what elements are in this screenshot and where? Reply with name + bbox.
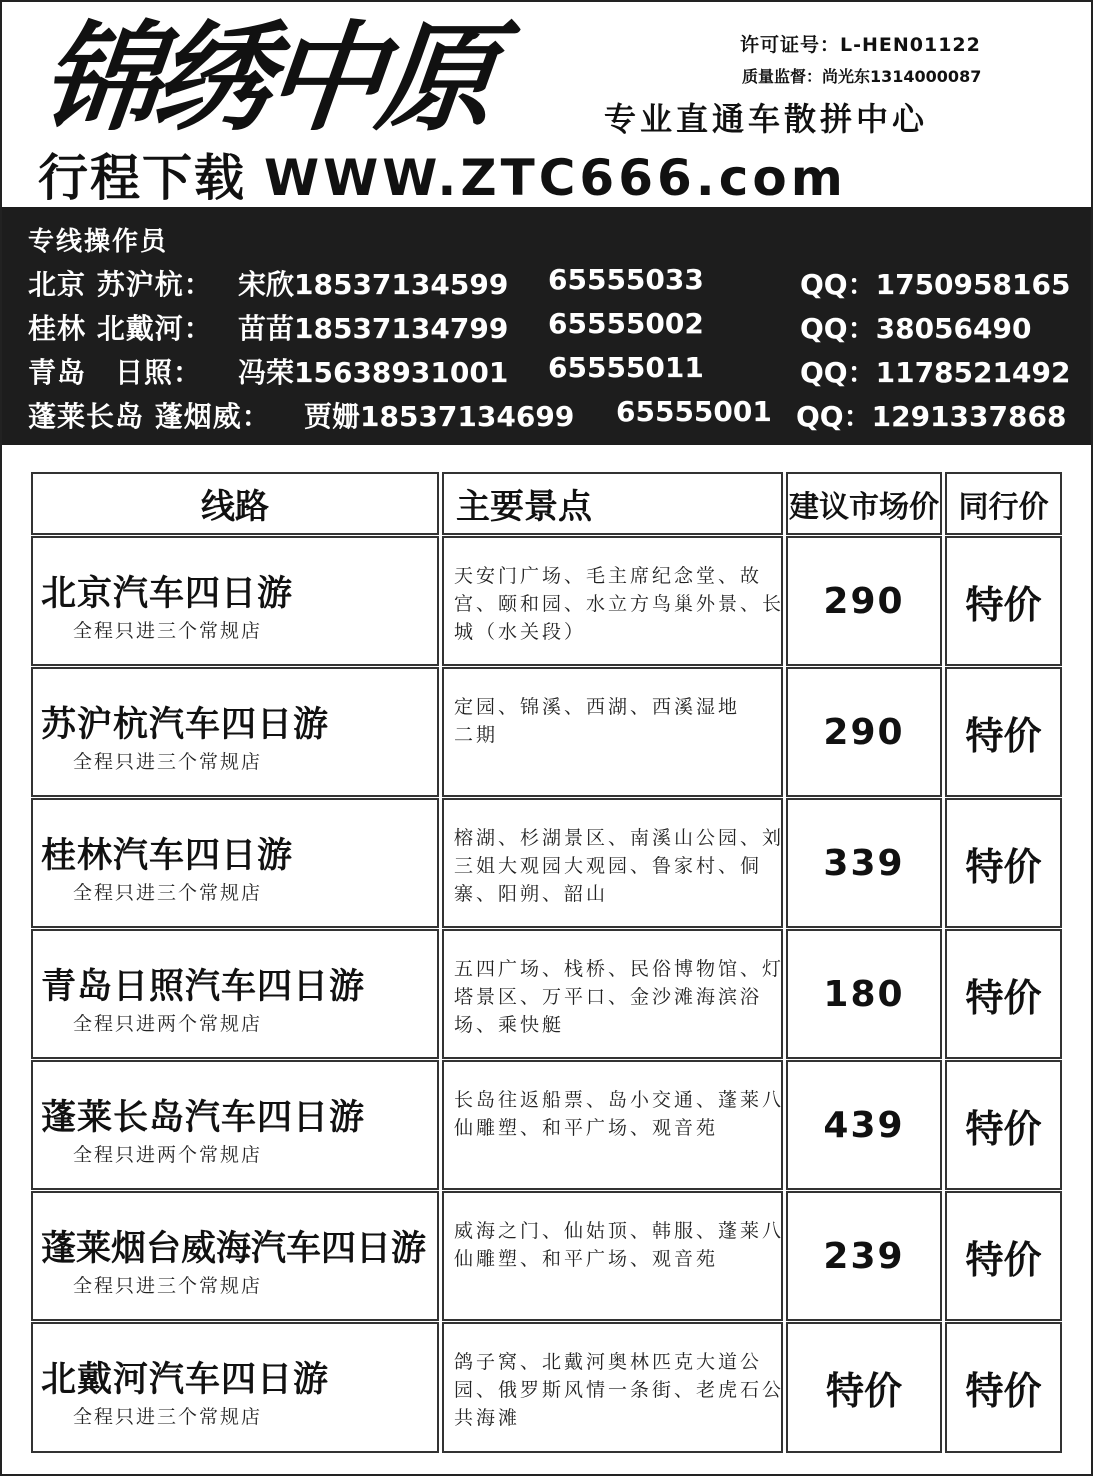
route-note: 全程只进三个常规店 (73, 1406, 263, 1428)
route-name: 北戴河汽车四日游 (41, 1360, 330, 1400)
itinerary-download (38, 148, 847, 208)
peer-price: 特价 (965, 975, 1042, 1020)
market-price-cell (786, 798, 942, 928)
market-price-cell (786, 667, 942, 797)
sights-text: 榕湖、杉湖景区、南溪山公园、刘三姐大观园大观园、鲁家村、侗寨、阳朔、韶山 (454, 827, 785, 905)
peer-price-cell (945, 798, 1062, 928)
peer-price: 特价 (965, 713, 1042, 758)
route-cell (31, 929, 439, 1059)
operator-name-phone: 贾姗18537134699 (304, 400, 575, 433)
market-price: 特价 (825, 1369, 902, 1413)
market-price-cell (786, 1322, 942, 1453)
header-sights: 主要景点 (442, 472, 783, 535)
peer-price: 特价 (965, 1237, 1042, 1282)
header-peer-price: 同行价 (945, 472, 1062, 535)
sights-cell (442, 1191, 783, 1321)
peer-price-cell (945, 667, 1062, 797)
route-name: 青岛日照汽车四日游 (41, 967, 366, 1007)
operator-tel: 65555002 (548, 307, 704, 340)
download-label: 行程下载 (38, 149, 246, 207)
sights-cell (442, 798, 783, 928)
tagline: 专业直通车散拼中心 (604, 100, 929, 138)
sights-cell (442, 1322, 783, 1453)
route-name: 苏沪杭汽车四日游 (41, 705, 330, 745)
quality-supervisor: 质量监督：尚光东1314000087 (742, 67, 982, 86)
route-name: 蓬莱长岛汽车四日游 (41, 1098, 366, 1138)
operators-title: 专线操作员 (28, 227, 169, 257)
route-note: 全程只进三个常规店 (73, 882, 263, 904)
route-note: 全程只进三个常规店 (73, 751, 263, 773)
header-market-price: 建议市场价 (786, 472, 942, 535)
operator-row (28, 263, 1078, 303)
market-price-cell (786, 1191, 942, 1321)
operator-row (28, 395, 1078, 435)
operator-qq: QQ：1291337868 (796, 400, 1067, 433)
operator-tel: 65555033 (548, 263, 704, 296)
sights-text: 威海之门、仙姑顶、韩服、蓬莱八仙雕塑、和平广场、观音苑 (454, 1220, 785, 1270)
operator-name-phone: 宋欣18537134599 (238, 268, 509, 301)
market-price: 290 (823, 580, 905, 622)
route-cell (31, 798, 439, 928)
download-url[interactable]: WWW.ZTC666.com (264, 149, 847, 207)
table-row (31, 1322, 1062, 1453)
operator-row (28, 351, 1078, 391)
operator-name-phone: 苗苗18537134799 (238, 312, 509, 345)
market-price-cell (786, 929, 942, 1059)
peer-price: 特价 (965, 1106, 1042, 1151)
operator-route: 青岛 日照： (28, 356, 203, 389)
table-row (31, 536, 1062, 666)
route-cell (31, 1191, 439, 1321)
market-price: 180 (823, 973, 905, 1015)
sights-cell (442, 929, 783, 1059)
route-note: 全程只进两个常规店 (73, 1144, 263, 1166)
route-cell (31, 667, 439, 797)
market-price: 439 (823, 1104, 905, 1146)
peer-price-cell (945, 536, 1062, 666)
sights-cell (442, 667, 783, 797)
route-name: 北京汽车四日游 (41, 574, 294, 614)
peer-price-cell (945, 1191, 1062, 1321)
sights-text: 五四广场、栈桥、民俗博物馆、灯塔景区、万平口、金沙滩海滨浴场、乘快艇 (454, 958, 785, 1036)
operator-route: 桂林 北戴河： (28, 312, 213, 345)
sights-text: 鸽子窝、北戴河奥林匹克大道公园、俄罗斯风情一条街、老虎石公共海滩 (454, 1351, 785, 1429)
table-row (31, 1191, 1062, 1321)
market-price-cell (786, 536, 942, 666)
route-note: 全程只进三个常规店 (73, 620, 263, 642)
market-price-cell (786, 1060, 942, 1190)
market-price: 339 (823, 842, 905, 884)
operator-qq: QQ：1750958165 (800, 268, 1071, 301)
peer-price-cell (945, 1322, 1062, 1453)
sights-text: 长岛往返船票、岛小交通、蓬莱八仙雕塑、和平广场、观音苑 (454, 1089, 785, 1139)
sights-cell (442, 1060, 783, 1190)
header-route: 线路 (31, 472, 439, 535)
operator-qq: QQ：38056490 (800, 312, 1032, 345)
operator-tel: 65555011 (548, 351, 704, 384)
operators-panel (2, 207, 1091, 445)
peer-price: 特价 (965, 582, 1042, 627)
route-note: 全程只进三个常规店 (73, 1275, 263, 1297)
operator-row (28, 307, 1078, 347)
brand-logo-text: 锦绣中原 (34, 8, 498, 147)
route-cell (31, 536, 439, 666)
sights-cell (442, 536, 783, 666)
route-note: 全程只进两个常规店 (73, 1013, 263, 1035)
operator-route: 北京 苏沪杭： (28, 268, 213, 301)
route-cell (31, 1322, 439, 1453)
table-row (31, 667, 1062, 797)
peer-price-cell (945, 1060, 1062, 1190)
peer-price-cell (945, 929, 1062, 1059)
operator-name-phone: 冯荣15638931001 (238, 356, 509, 389)
peer-price: 特价 (965, 1369, 1042, 1413)
route-name: 蓬莱烟台威海汽车四日游 (41, 1229, 427, 1269)
market-price: 239 (823, 1235, 905, 1277)
header (2, 2, 1091, 207)
operator-route: 蓬莱长岛 蓬烟威： (28, 400, 271, 433)
sights-text: 天安门广场、毛主席纪念堂、故宫、颐和园、水立方鸟巢外景、长城（水关段） (454, 565, 785, 643)
operator-tel: 65555001 (616, 395, 772, 428)
market-price: 290 (823, 711, 905, 753)
operator-qq: QQ：1178521492 (800, 356, 1071, 389)
peer-price: 特价 (965, 844, 1042, 889)
sights-text: 定园、锦溪、西湖、西溪湿地二期 (454, 696, 741, 746)
route-name: 桂林汽车四日游 (41, 836, 294, 876)
route-cell (31, 1060, 439, 1190)
table-row (31, 1060, 1062, 1190)
license-number: 许可证号：L-HEN01122 (740, 34, 981, 56)
table-row (31, 929, 1062, 1059)
table-row (31, 798, 1062, 928)
